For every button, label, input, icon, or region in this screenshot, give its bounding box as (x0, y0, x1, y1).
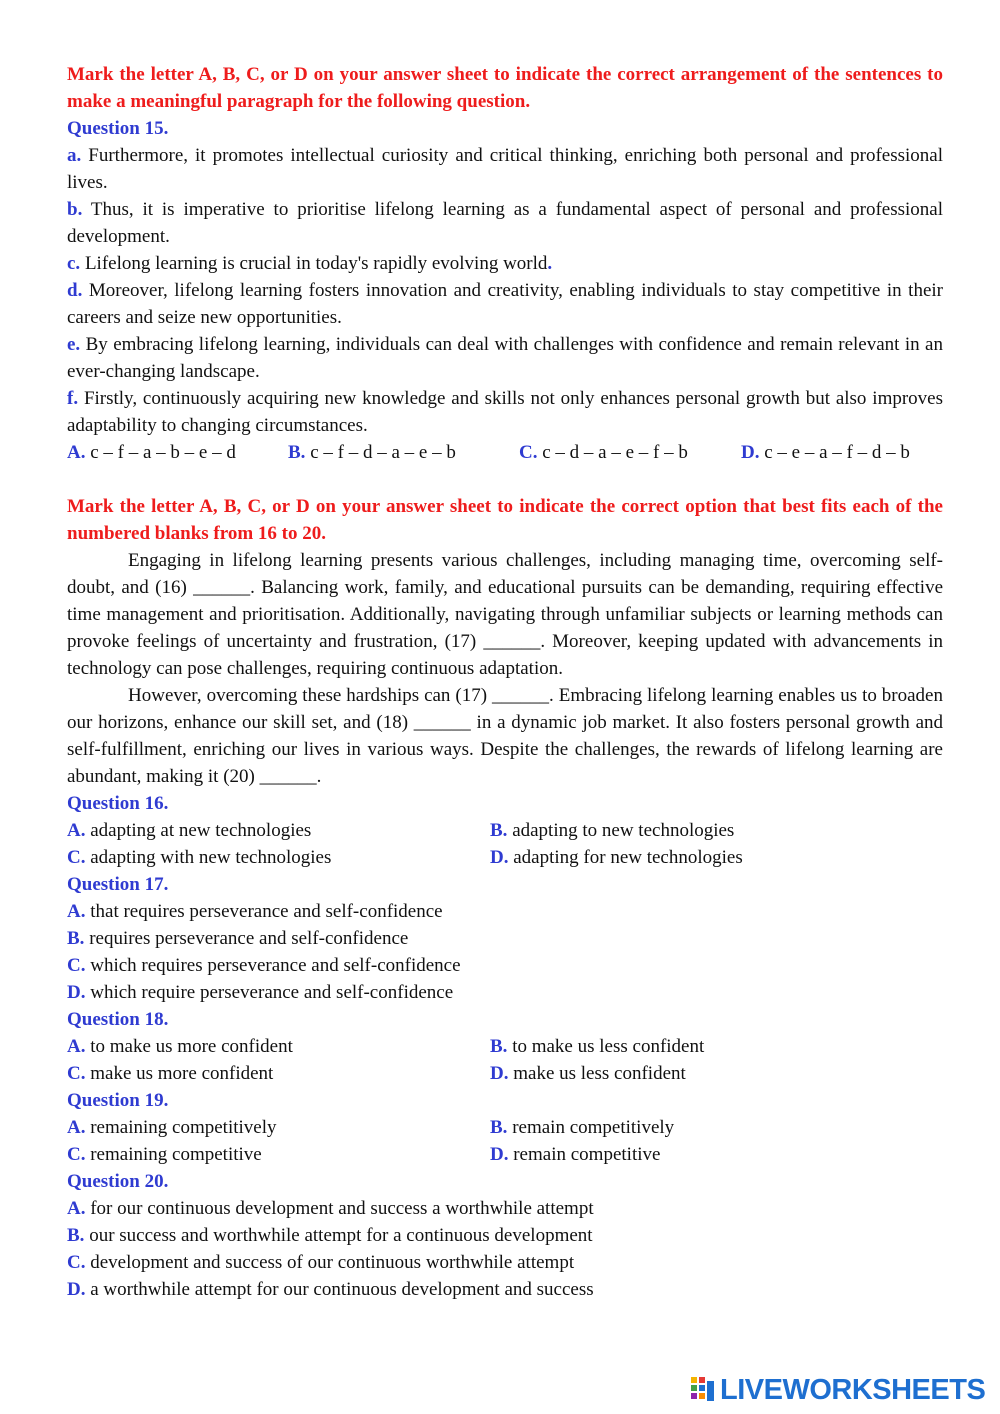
passage-paragraph-1: Engaging in lifelong learning presents various challenges, including managing time, overcoming self- doubt, and (16) ______. Balancing work, family, and educational pursuits can be demanding, requiring effective time management and prioritisation. Additionally, navigating through unfamiliar subjects or learning methods can provoke feelings of uncertainty and frustration, (17) ______. Moreover, keeping updated with advancements in technology can pose challenges, requiring continuous adaptation. (67, 550, 943, 679)
option-text: adapting at new technologies (90, 820, 312, 841)
section1-instruction: Mark the letter A, B, C, or D on your answer sheet to indicate the correct arrangement of the sentences to make a meaningful paragraph for the following question. (67, 64, 943, 112)
option-text: remain competitively (512, 1117, 675, 1138)
option-text: a worthwhile attempt for our continuous development and success (90, 1279, 594, 1300)
option-letter: A. (67, 820, 86, 841)
q20-option-a[interactable] (67, 1195, 943, 1222)
question-16-title: Question 16. (67, 793, 169, 814)
q15-option-b[interactable] (288, 439, 519, 466)
q20-option-b[interactable] (67, 1222, 943, 1249)
question-15-options (67, 439, 943, 466)
option-letter: A. (67, 1198, 86, 1219)
option-text: to make us more confident (90, 1036, 293, 1057)
q16-option-c[interactable] (67, 844, 490, 871)
option-letter: B. (490, 820, 508, 841)
q18-option-b[interactable] (490, 1033, 913, 1060)
option-text: development and success of our continuous worthwhile attempt (90, 1252, 575, 1273)
option-letter: B. (67, 1225, 85, 1246)
option-text: which require perseverance and self-confidence (90, 982, 454, 1003)
q18-option-c[interactable] (67, 1060, 490, 1087)
q16-option-a[interactable] (67, 817, 490, 844)
sentence-letter: e. (67, 334, 81, 355)
sentence-letter: b. (67, 199, 83, 220)
sentence-text: Furthermore, it promotes intellectual curiosity and critical thinking, enriching both personal and professional lives. (67, 145, 943, 193)
option-text: our success and worthwhile attempt for a continuous development (89, 1225, 593, 1246)
q17-option-b[interactable] (67, 925, 943, 952)
sentence-text: Lifelong learning is crucial in today's rapidly evolving world (84, 253, 548, 274)
sentence-letter: c. (67, 253, 81, 274)
liveworksheets-logo-icon (690, 1375, 716, 1405)
sentence-c (67, 250, 943, 277)
sentence-d (67, 277, 943, 331)
option-text: remain competitive (513, 1144, 661, 1165)
q20-option-c[interactable] (67, 1249, 943, 1276)
q19-option-c[interactable] (67, 1141, 490, 1168)
option-text: for our continuous development and success a worthwhile attempt (90, 1198, 594, 1219)
option-letter: B. (490, 1117, 508, 1138)
q18-option-a[interactable] (67, 1033, 490, 1060)
q16-option-d[interactable] (490, 844, 913, 871)
option-letter: C. (67, 955, 86, 976)
question-19-title: Question 19. (67, 1090, 169, 1111)
sentence-e (67, 331, 943, 385)
option-text: remaining competitively (90, 1117, 277, 1138)
q19-option-a[interactable] (67, 1114, 490, 1141)
option-letter: C. (519, 442, 538, 463)
option-letter: A. (67, 442, 86, 463)
option-text: make us more confident (90, 1063, 274, 1084)
q15-option-a[interactable] (67, 439, 288, 466)
sentence-b (67, 196, 943, 250)
option-text: make us less confident (513, 1063, 686, 1084)
option-letter: D. (490, 1063, 509, 1084)
option-letter: C. (67, 1144, 86, 1165)
sentence-text: By embracing lifelong learning, individuals can deal with challenges with confidence and remain relevant in an ever-changing landscape. (67, 334, 943, 382)
question-20-title: Question 20. (67, 1171, 169, 1192)
q17-option-d[interactable] (67, 979, 943, 1006)
sentence-letter: f. (67, 388, 79, 409)
option-text: adapting with new technologies (90, 847, 332, 868)
sentence-a (67, 142, 943, 196)
section2-instruction: Mark the letter A, B, C, or D on your answer sheet to indicate the correct option that best fits each of the numbered blanks from 16 to 20. (67, 496, 943, 544)
option-letter: D. (490, 1144, 509, 1165)
option-letter: A. (67, 1036, 86, 1057)
option-text: adapting to new technologies (512, 820, 735, 841)
q16-options-row-1 (67, 817, 943, 844)
q15-option-d[interactable] (741, 439, 943, 466)
option-text: c – d – a – e – f – b (542, 442, 688, 463)
option-text: c – f – d – a – e – b (310, 442, 456, 463)
option-text: which requires perseverance and self-confidence (90, 955, 461, 976)
sentence-text: Moreover, lifelong learning fosters innovation and creativity, enabling individuals to stay competitive in their careers and seize new opportunities. (67, 280, 943, 328)
option-letter: C. (67, 1252, 86, 1273)
sentence-tail: . (547, 253, 553, 274)
logo-text: LIVEWORKSHEETS (720, 1374, 986, 1406)
option-letter: D. (67, 982, 86, 1003)
option-letter: B. (67, 928, 85, 949)
option-letter: D. (741, 442, 760, 463)
option-letter: A. (67, 1117, 86, 1138)
section-spacer (67, 466, 943, 493)
option-letter: B. (288, 442, 306, 463)
option-text: c – e – a – f – d – b (764, 442, 910, 463)
q17-option-a[interactable] (67, 898, 943, 925)
question-17-title: Question 17. (67, 874, 169, 895)
option-letter: D. (67, 1279, 86, 1300)
q18-options-row-1 (67, 1033, 943, 1060)
worksheet-content (67, 61, 943, 1303)
q20-option-d[interactable] (67, 1276, 943, 1303)
q19-option-b[interactable] (490, 1114, 913, 1141)
option-letter: A. (67, 901, 86, 922)
option-letter: B. (490, 1036, 508, 1057)
q19-option-d[interactable] (490, 1141, 913, 1168)
question-15-title: Question 15. (67, 118, 169, 139)
option-text: adapting for new technologies (513, 847, 743, 868)
option-text: c – f – a – b – e – d (90, 442, 236, 463)
sentence-letter: a. (67, 145, 82, 166)
q19-options-row-2 (67, 1141, 943, 1168)
q18-options-row-2 (67, 1060, 943, 1087)
liveworksheets-logo[interactable] (690, 1372, 990, 1408)
q18-option-d[interactable] (490, 1060, 913, 1087)
option-text: to make us less confident (512, 1036, 705, 1057)
option-letter: C. (67, 847, 86, 868)
sentence-text: Firstly, continuously acquiring new knowledge and skills not only enhances personal growth but also improves adaptability to changing circumstances. (67, 388, 944, 436)
option-text: remaining competitive (90, 1144, 262, 1165)
sentence-letter: d. (67, 280, 83, 301)
option-text: that requires perseverance and self-confidence (90, 901, 443, 922)
q17-option-c[interactable] (67, 952, 943, 979)
passage-paragraph-2: However, overcoming these hardships can (17) ______. Embracing lifelong learning enables us to broaden our horizons, enhance our skill set, and (18) ______ in a dynamic job market. It also fosters personal growth and self-fulfillment, enriching our lives in various ways. Despite the challenges, the rewards of lifelong learning are abundant, making it (20) ______. (67, 685, 943, 787)
q15-option-c[interactable] (519, 439, 741, 466)
option-text: requires perseverance and self-confidence (89, 928, 409, 949)
question-18-title: Question 18. (67, 1009, 169, 1030)
q19-options-row-1 (67, 1114, 943, 1141)
q16-options-row-2 (67, 844, 943, 871)
sentence-text: Thus, it is imperative to prioritise lifelong learning as a fundamental aspect of personal and professional development. (67, 199, 943, 247)
option-letter: C. (67, 1063, 86, 1084)
sentence-f (67, 385, 943, 439)
q16-option-b[interactable] (490, 817, 913, 844)
option-letter: D. (490, 847, 509, 868)
